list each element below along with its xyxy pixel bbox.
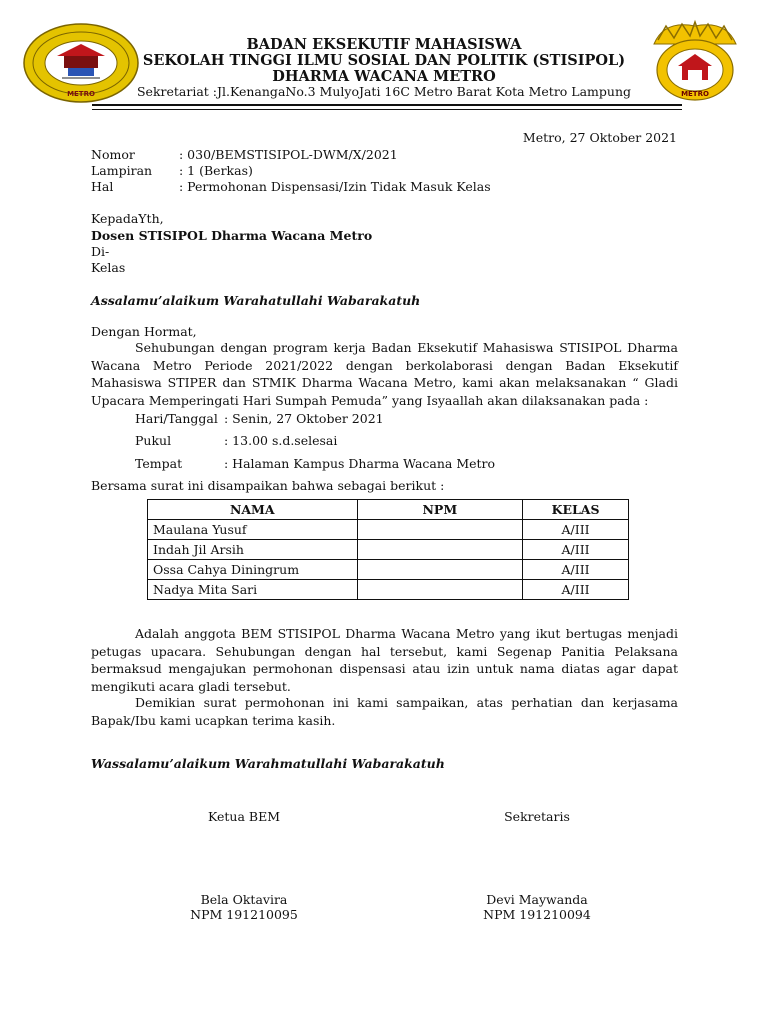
- meta-label: Nomor: [91, 147, 135, 162]
- cell-nama: Nadya Mita Sari: [148, 580, 358, 600]
- event-label: Pukul: [135, 433, 172, 448]
- column-header-kelas: KELAS: [523, 500, 629, 520]
- event-value: : Senin, 27 Oktober 2021: [224, 411, 384, 426]
- header-rule-thin: [92, 109, 682, 110]
- cell-npm: [357, 520, 523, 540]
- signature-ketua-npm: NPM 191210095: [190, 907, 298, 922]
- header-title-2: SEKOLAH TINGGI ILMU SOSIAL DAN POLITIK (STISIPOL): [142, 52, 626, 69]
- table-header-row: [148, 500, 629, 520]
- paragraph-1: Sehubungan dengan program kerja Badan Eksekutif Mahasiswa STISIPOL Dharma Wacana Metro Periode 2021/2022 dengan berkolaborasi dengan Badan Eksekutif Mahasiswa STIPER dan STMIK Dharma Wacana Metro, kami akan melaksanakan “ Gladi Upacara Memperingati Hari Sumpah Pemuda” yang Isyaallah akan dilaksanakan pada :: [91, 340, 678, 408]
- signature-sekretaris-role: Sekretaris: [504, 809, 570, 824]
- signature-sekretaris-name: Devi Maywanda: [486, 892, 588, 907]
- event-label: Hari/Tanggal: [135, 411, 218, 426]
- cell-kelas: A/III: [523, 540, 629, 560]
- letter-date: Metro, 27 Oktober 2021: [522, 130, 677, 145]
- cell-kelas: A/III: [523, 560, 629, 580]
- cell-nama: Ossa Cahya Diningrum: [148, 560, 358, 580]
- cell-nama: Maulana Yusuf: [148, 520, 358, 540]
- cell-nama: Indah Jil Arsih: [148, 540, 358, 560]
- event-value: : 13.00 s.d.selesai: [224, 433, 338, 448]
- table-row: [148, 540, 629, 560]
- meta-value: : 030/BEMSTISIPOL-DWM/X/2021: [179, 147, 398, 162]
- cell-npm: [357, 540, 523, 560]
- cell-kelas: A/III: [523, 520, 629, 540]
- header-title-3: DHARMA WACANA METRO: [272, 68, 496, 85]
- recipient-line-4: Kelas: [91, 260, 126, 275]
- member-table: [147, 499, 629, 600]
- greeting-open: Assalamu’alaikum Warahatullahi Wabarakatuh: [91, 293, 421, 308]
- paragraph-3: Demikian surat permohonan ini kami sampaikan, atas perhatian dan kerjasama Bapak/Ibu kami ucapkan terima kasih.: [91, 695, 678, 728]
- greeting-close: Wassalamu’alaikum Warahmatullahi Wabarakatuh: [91, 756, 445, 771]
- signature-sekretaris-npm: NPM 191210094: [483, 907, 591, 922]
- table-intro: Bersama surat ini disampaikan bahwa sebagai berikut :: [91, 478, 445, 493]
- signature-ketua-role: Ketua BEM: [207, 809, 280, 824]
- header-title-1: BADAN EKSEKUTIF MAHASISWA: [246, 36, 522, 53]
- recipient-line-2: Dosen STISIPOL Dharma Wacana Metro: [91, 228, 373, 243]
- meta-label: Lampiran: [91, 163, 153, 178]
- right-logo-text: METRO: [681, 90, 709, 98]
- paragraph-2: Adalah anggota BEM STISIPOL Dharma Wacana Metro yang ikut bertugas menjadi petugas upacara. Sehubungan dengan hal tersebut, kami Segenap Panitia Pelaksana bermaksud mengajukan permohonan dispensasi atau izin untuk nama diatas agar dapat mengikuti acara gladi tersebut.: [91, 626, 678, 694]
- header-rule-thick: [92, 104, 682, 106]
- table-row: [148, 520, 629, 540]
- meta-label: Hal: [91, 179, 114, 194]
- event-value: : Halaman Kampus Dharma Wacana Metro: [224, 456, 496, 471]
- column-header-nama: NAMA: [148, 500, 358, 520]
- column-header-npm: NPM: [357, 500, 523, 520]
- recipient-line-3: Di-: [91, 244, 110, 259]
- salutation: Dengan Hormat,: [91, 324, 197, 339]
- cell-kelas: A/III: [523, 580, 629, 600]
- cell-npm: [357, 560, 523, 580]
- table-row: [148, 560, 629, 580]
- meta-value: : Permohonan Dispensasi/Izin Tidak Masuk Kelas: [179, 179, 491, 194]
- header-address: Sekretariat :Jl.KenangaNo.3 MulyoJati 16C Metro Barat Kota Metro Lampung: [136, 84, 632, 99]
- table-row: [148, 580, 629, 600]
- event-label: Tempat: [135, 456, 183, 471]
- signature-ketua-name: Bela Oktavira: [200, 892, 288, 907]
- meta-value: : 1 (Berkas): [179, 163, 253, 178]
- left-logo-text: METRO: [67, 90, 95, 98]
- cell-npm: [357, 580, 523, 600]
- recipient-line-1: KepadaYth,: [91, 211, 164, 226]
